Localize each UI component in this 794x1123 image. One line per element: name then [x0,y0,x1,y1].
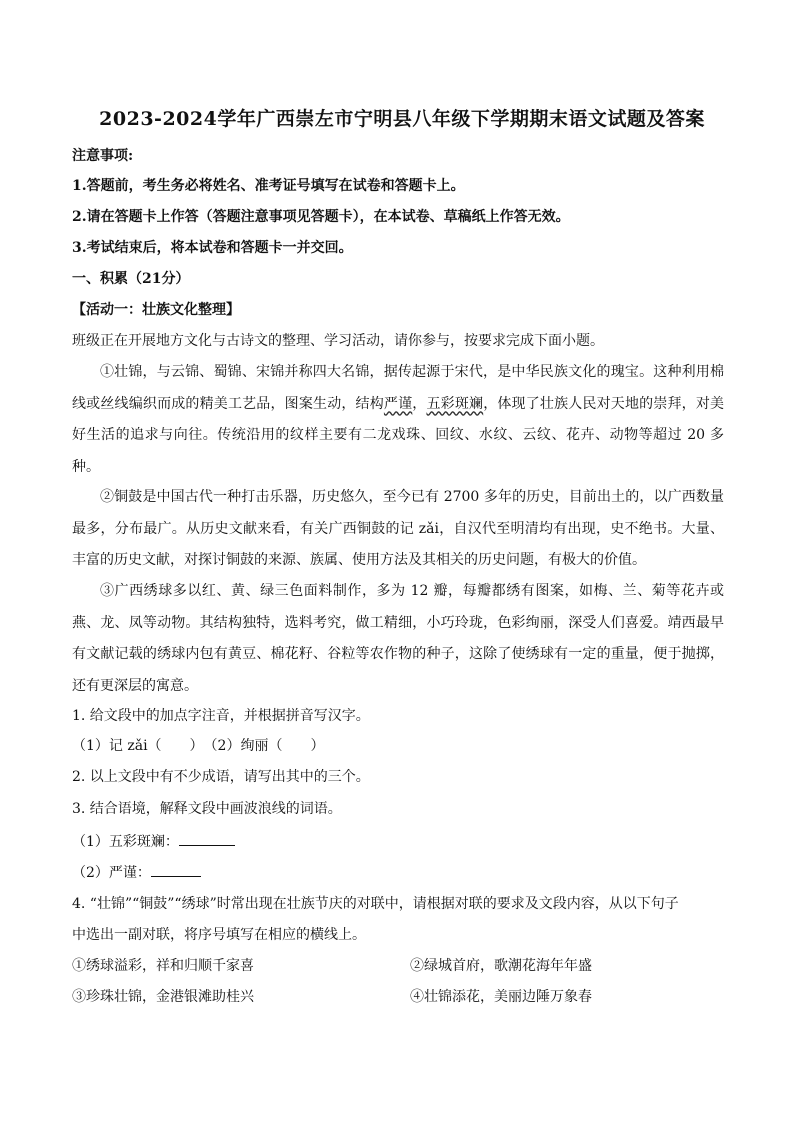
question-3-a [72,831,722,852]
option-1: ①绣球溢彩，祥和归顺千家喜 [72,958,254,974]
paragraph-1-text-a: ①壮锦，与云锦、蜀锦、宋锦并称四大名锦，据传起源于宋代，是中华民族文化的瑰宝。这种利用棉线或丝线编织而成的精美工艺品，图案生动，结构 [72,364,724,412]
notice-item-1: 1.答题前，考生务必将姓名、准考证号填写在试卷和答题卡上。 [72,178,465,194]
activity-heading: 【活动一：壮族文化整理】 [72,302,240,318]
question-3-b-label: （2）严谨： [72,865,151,881]
option-2: ②绿城首府，歌潮花海年年盛 [410,958,592,974]
paragraph-1 [72,357,724,483]
section-intro: 班级正在开展地方文化与古诗文的整理、学习活动，请你参与，按要求完成下面小题。 [72,333,604,349]
page-title: 2023-2024学年广西崇左市宁明县八年级下学期期末语文试题及答案 [99,108,705,130]
answer-blank-3a[interactable] [179,831,235,846]
question-1: 1. 给文段中的加点字注音，并根据拼音写汉字。 [72,708,370,724]
option-3: ③珍珠壮锦，金港银滩助桂兴 [72,989,254,1005]
notice-heading: 注意事项: [72,148,134,164]
notice-item-3: 3.考试结束后，将本试卷和答题卡一并交回。 [72,240,353,256]
paragraph-2: ②铜鼓是中国古代一种打击乐器，历史悠久，至今已有 2700 多年的历史，目前出土的，以广西数量最多，分布最广。从历史文献来看，有关广西铜鼓的记 zǎi，自汉代至明清均有出现，史不绝书。大量、丰富的历史文献，对探讨铜鼓的来源、族属、使用方法及其相关的历史问题，有极大的价值。 [72,489,724,568]
option-row-1 [72,956,722,976]
section-heading: 一、积累（21分） [72,271,190,287]
question-2: 2. 以上文段中有不少成语，请写出其中的三个。 [72,769,370,785]
wavy-word-yanjin: 严谨 [383,395,413,412]
question-3: 3. 结合语境，解释文段中画波浪线的词语。 [72,801,342,817]
paragraph-1-text-b: ，体现了壮族人民对天地的崇拜，对美好生活的追求与向往。传统沿用的纹样主要有二龙戏珠、回纹、水纹、云纹、花卉、动物等超过 20 多种。 [72,395,725,475]
question-1-sub: （1）记 zǎi（ ） （2）绚丽（ ） [72,738,325,754]
answer-blank-3b[interactable] [151,862,201,877]
paragraph-3: ③广西绣球多以红、黄、绿三色面料制作，多为 12 瓣，每瓣都绣有图案，如梅、兰、菊等花卉或燕、龙、凤等动物。其结构独特，选料考究，做工精细，小巧玲珑，色彩绚丽，深受人们喜爱。靖西最早有文献记载的绣球内包有黄豆、棉花籽、谷粒等农作物的种子，这除了使绣球有一定的重量，便于抛掷，还有更深层的寓意。 [72,583,724,694]
option-row-2 [72,987,722,1007]
wavy-word-wucaibanlan: 五彩斑斓 [426,395,484,412]
question-3-a-label: （1）五彩斑斓： [72,834,179,850]
notice-item-2: 2.请在答题卡上作答（答题注意事项见答题卡），在本试卷、草稿纸上作答无效。 [72,209,570,225]
question-3-b [72,862,722,883]
option-4: ④壮锦添花，美丽边陲万象春 [410,989,592,1005]
question-4-line-1: 4. “壮锦”“铜鼓”“绣球”时常出现在壮族节庆的对联中，请根据对联的要求及文段内容，从以下句子 [72,896,679,912]
paragraph-1-comma: ， [412,395,427,412]
question-4-line-2: 中选出一副对联，将序号填写在相应的横线上。 [72,927,366,943]
